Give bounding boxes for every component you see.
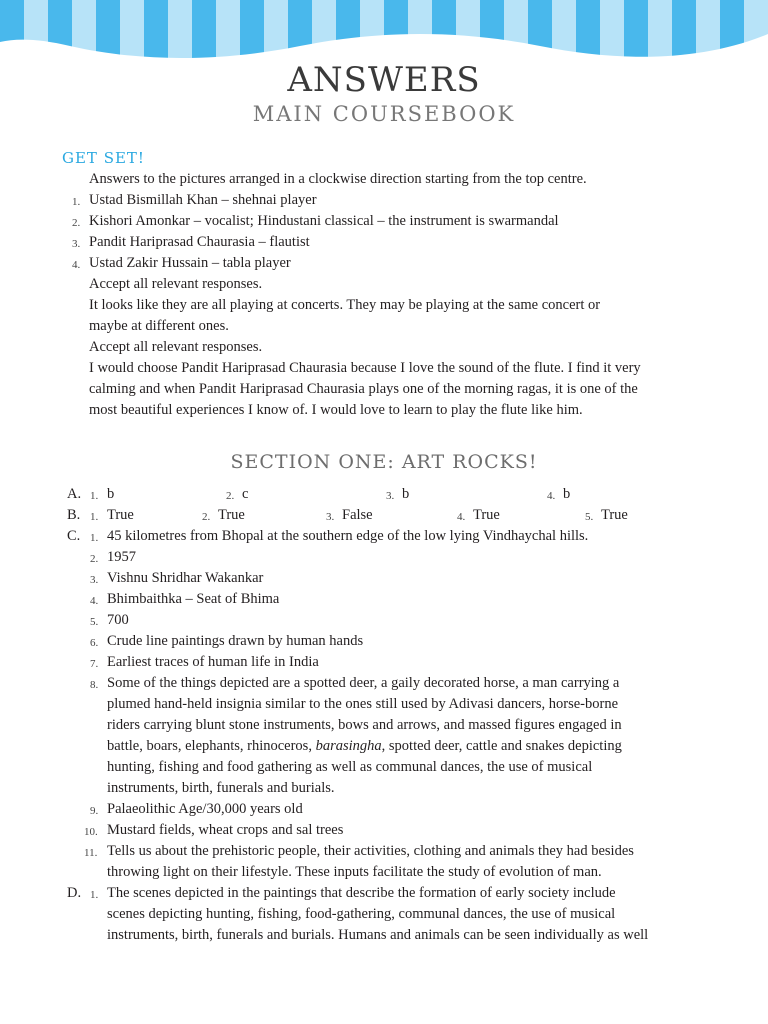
c-item-number: 8. (90, 679, 99, 691)
c-item-text: riders carrying blunt stone instruments, bows and arrows, and massed figures engaged in (107, 717, 622, 733)
c-item-text: plumed hand-held insignia similar to the ones still used by Adivasi dancers, horse-borne (107, 696, 619, 712)
get-set-para-line: most beautiful experiences I know of. I would love to learn to play the flute like him. (89, 402, 583, 418)
a-answer-number: 4. (547, 490, 556, 502)
c-item-number: 4. (90, 595, 99, 607)
get-set-item-1: Ustad Bismillah Khan – shehnai player (89, 192, 317, 208)
a-answer-value: c (242, 486, 249, 502)
c-item-text: , spotted deer, cattle and snakes depicting (381, 738, 622, 754)
get-set-para-line: calming and when Pandit Hariprasad Chaurasia plays one of the morning ragas, it is one of the (89, 381, 638, 397)
b-answer-number: 4. (457, 511, 466, 523)
b-answer-value: True (473, 507, 500, 523)
d-item-text: instruments, birth, funerals and burials. Humans and animals can be seen individually as well (107, 927, 649, 943)
b-answer-number: 5. (585, 511, 594, 523)
section-one-heading: SECTION ONE: ART ROCKS! (230, 451, 538, 473)
c-item-text: Earliest traces of human life in India (107, 654, 319, 670)
c-item-text: throwing light on their lifestyle. These inputs facilitate the study of evolution of man. (107, 864, 602, 880)
b-answer-value: True (601, 507, 628, 523)
c-item-text: Tells us about the prehistoric people, their activities, clothing and animals they had besides (107, 843, 634, 859)
question-d-letter: D. (67, 885, 82, 901)
c-item-text: Vishnu Shridhar Wakankar (107, 570, 264, 586)
d-item-number: 1. (90, 889, 99, 901)
c-item-text: instruments, birth, funerals and burials. (107, 780, 335, 796)
c-item-text: 1957 (107, 549, 136, 565)
question-c-letter: C. (67, 528, 81, 544)
c-item-number: 1. (90, 532, 99, 544)
c-item-number: 11. (84, 847, 98, 859)
a-answer-number: 1. (90, 490, 99, 502)
a-answer-value: b (563, 486, 571, 502)
c-item-text-line-4 (107, 736, 622, 757)
a-answer-value: b (107, 486, 115, 502)
get-set-para-line: Accept all relevant responses. (89, 276, 263, 292)
get-set-intro: Answers to the pictures arranged in a clockwise direction starting from the top centre. (89, 171, 587, 187)
b-answer-number: 2. (202, 511, 211, 523)
page-title: ANSWERS (287, 60, 481, 100)
d-item-text: scenes depicting hunting, fishing, food-gathering, communal dances, the use of musical (107, 906, 616, 922)
get-set-item-3-number: 3. (72, 238, 81, 250)
d-item-text: The scenes depicted in the paintings that describe the formation of early society include (107, 885, 616, 901)
c-item-number: 6. (90, 637, 99, 649)
a-answer-value: b (402, 486, 410, 502)
c-item-number: 9. (90, 805, 99, 817)
c-item-text: 45 kilometres from Bhopal at the southern edge of the low lying Vindhaychal hills. (107, 528, 589, 544)
c-item-text: hunting, fishing and food gathering as well as communal dances, the use of musical (107, 759, 593, 775)
a-answer-number: 3. (386, 490, 395, 502)
c-item-text: Some of the things depicted are a spotted deer, a gaily decorated horse, a man carrying a (107, 675, 620, 691)
b-answer-number: 3. (326, 511, 335, 523)
get-set-para-line: I would choose Pandit Hariprasad Chaurasia because I love the sound of the flute. I find it very (89, 360, 641, 376)
c-item-number: 3. (90, 574, 99, 586)
b-answer-value: True (107, 507, 134, 523)
get-set-para-line: maybe at different ones. (89, 318, 229, 334)
get-set-item-1-number: 1. (72, 196, 81, 208)
get-set-item-3: Pandit Hariprasad Chaurasia – flautist (89, 234, 310, 250)
question-a-letter: A. (67, 486, 82, 502)
c-item-text: 700 (107, 612, 129, 628)
get-set-item-4-number: 4. (72, 259, 81, 271)
c-item-number: 10. (84, 826, 98, 838)
c-item-text: Bhimbaithka – Seat of Bhima (107, 591, 280, 607)
italic-term: barasingha (315, 738, 382, 754)
get-set-item-2: Kishori Amonkar – vocalist; Hindustani classical – the instrument is swarmandal (89, 213, 559, 229)
a-answer-number: 2. (226, 490, 235, 502)
b-answer-value: False (342, 507, 373, 523)
c-item-number: 2. (90, 553, 99, 565)
c-item-text: Mustard fields, wheat crops and sal trees (107, 822, 344, 838)
b-answer-number: 1. (90, 511, 99, 523)
question-b-letter: B. (67, 507, 81, 523)
c-item-text: battle, boars, elephants, rhinoceros, (107, 738, 316, 754)
b-answer-value: True (218, 507, 245, 523)
get-set-item-4: Ustad Zakir Hussain – tabla player (89, 255, 291, 271)
get-set-para-line: It looks like they are all playing at concerts. They may be playing at the same concert or (89, 297, 601, 313)
page-subtitle: MAIN COURSEBOOK (252, 102, 516, 126)
c-item-text: Palaeolithic Age/30,000 years old (107, 801, 303, 817)
get-set-item-2-number: 2. (72, 217, 81, 229)
get-set-para-line: Accept all relevant responses. (89, 339, 263, 355)
c-item-number: 7. (90, 658, 99, 670)
get-set-heading: GET SET! (62, 149, 145, 167)
c-item-text: Crude line paintings drawn by human hands (107, 633, 364, 649)
c-item-number: 5. (90, 616, 99, 628)
